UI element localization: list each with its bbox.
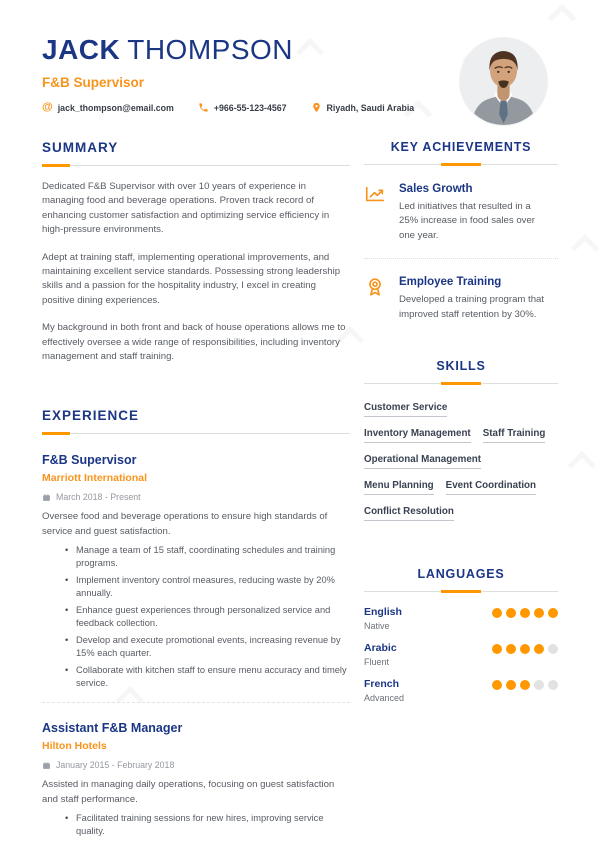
achievement-description: Developed a training program that improved staff retention by 30%.: [399, 294, 545, 320]
phone-icon: [198, 102, 209, 113]
rating-dot: [534, 680, 545, 691]
achievements-section: [364, 140, 558, 322]
language-info: [364, 678, 404, 703]
skills-list: [364, 402, 558, 521]
job-title: F&B Supervisor: [42, 453, 137, 468]
rating-dot: [492, 680, 503, 691]
languages-section: [364, 567, 558, 703]
skill-item: Customer Service: [364, 402, 447, 417]
email-item: [42, 102, 174, 113]
medal-icon: [364, 276, 386, 298]
skill-item: Conflict Resolution: [364, 506, 454, 521]
rating-dot: [548, 680, 559, 691]
achievements-heading: KEY ACHIEVEMENTS: [390, 140, 532, 154]
language-info: [364, 642, 397, 667]
location-item: [311, 102, 415, 113]
skill-item: Menu Planning: [364, 480, 434, 495]
skill-item: Inventory Management: [364, 428, 471, 443]
bullet-item: • Enhance guest experiences through personalized service and feedback collection.: [64, 604, 350, 630]
achievement-title: Sales Growth: [399, 183, 473, 195]
rating-dot: [520, 608, 531, 619]
rating-dot: [506, 680, 517, 691]
avatar-image: [460, 38, 547, 125]
language-level: Advanced: [364, 692, 405, 703]
first-name: JACK: [42, 34, 121, 65]
job-entry: [42, 721, 350, 838]
section-rule: [364, 590, 558, 593]
language-name: English: [364, 605, 402, 618]
job-description: Assisted in managing daily operations, focusing on guest satisfaction and staff performance.: [42, 779, 335, 805]
location-pin-icon: [311, 102, 322, 113]
language-row: [364, 678, 558, 703]
bullet-item: • Develop and execute promotional events, increasing revenue by 15% each quarter.: [64, 634, 350, 660]
profile-photo: [460, 38, 547, 125]
rating-dot: [520, 644, 531, 655]
achievement-title: Employee Training: [399, 276, 502, 289]
rating-dot: [548, 644, 559, 655]
resume-header: [42, 34, 414, 113]
bullet-item: • Facilitated training sessions for new hires, improving service quality.: [64, 812, 350, 838]
language-rating-dots: [492, 608, 559, 631]
rating-dot: [492, 644, 503, 655]
calendar-icon: [42, 761, 51, 770]
calendar-icon: [42, 493, 51, 502]
summary-paragraph: Adept at training staff, implementing operational improvements, and maintaining excellent service standards. Possessing strong leadership skills and a passion for the hospitality industry, I excel in creating positive dining experiences.: [42, 251, 341, 306]
person-name: [42, 34, 414, 66]
section-rule: [364, 382, 558, 385]
skills-heading: SKILLS: [436, 358, 486, 373]
section-rule: [364, 163, 558, 166]
achievement-item: [364, 183, 558, 243]
language-name: Arabic: [364, 641, 397, 654]
skill-item: Event Coordination: [446, 480, 536, 495]
company-name: Hilton Hotels: [42, 740, 107, 753]
at-icon: @: [42, 101, 53, 113]
job-dates: [42, 492, 350, 502]
job-divider: [42, 702, 350, 703]
skills-section: [364, 359, 558, 521]
experience-heading: EXPERIENCE: [42, 408, 140, 424]
achievement-divider: [364, 258, 558, 259]
language-info: [364, 606, 402, 631]
skill-item: Operational Management: [364, 454, 481, 469]
bullet-item: • Implement inventory control measures, reducing waste by 20% annually.: [64, 574, 350, 600]
job-title: Assistant F&B Manager: [42, 721, 183, 736]
experience-section: [42, 408, 350, 838]
profession-title: F&B Supervisor: [42, 75, 145, 90]
language-row: [364, 606, 558, 631]
location-text: Riyadh, Saudi Arabia: [326, 102, 415, 113]
summary-paragraph: Dedicated F&B Supervisor with over 10 years of experience in managing food and beverage operations. Proven track record of enhancing customer satisfaction and optimizing service efficiency in high-pressure environments.: [42, 181, 330, 236]
phone-item: [198, 102, 287, 113]
job-dates: [42, 760, 350, 770]
language-name: French: [364, 677, 400, 690]
watermark-chevron: [568, 451, 596, 479]
summary-paragraph: My background in both front and back of house operations allows me to effectively oversee a wide range of responsibilities, including inventory management and staff training.: [42, 322, 346, 362]
section-rule: [42, 164, 350, 167]
contact-row: [42, 102, 414, 113]
rating-dot: [506, 644, 517, 655]
rating-dot: [548, 608, 559, 619]
job-bullets: [42, 544, 350, 690]
watermark-chevron: [548, 4, 576, 32]
trend-chart-icon: [364, 183, 386, 205]
job-dates-text: March 2018 - Present: [56, 492, 141, 503]
rating-dot: [520, 680, 531, 691]
right-column: [364, 140, 558, 703]
watermark-chevron: [571, 234, 599, 262]
job-entry: [42, 453, 350, 690]
achievement-item: [364, 276, 558, 322]
summary-heading: SUMMARY: [42, 140, 119, 155]
bullet-item: • Collaborate with kitchen staff to ensure menu accuracy and timely service.: [64, 664, 350, 690]
rating-dot: [492, 608, 503, 619]
achievement-body: [399, 276, 552, 322]
rating-dot: [534, 644, 545, 655]
email-text: jack_thompson@email.com: [57, 102, 174, 113]
job-description: Oversee food and beverage operations to ensure high standards of service and guest satisfaction.: [42, 511, 328, 537]
section-rule: [42, 432, 350, 435]
achievement-body: [399, 183, 552, 243]
summary-section: [42, 140, 350, 364]
bullet-item: • Manage a team of 15 staff, coordinating schedules and training programs.: [64, 544, 350, 570]
last-name: THOMPSON: [127, 34, 294, 65]
company-name: Marriott International: [42, 472, 148, 485]
language-rating-dots: [492, 644, 559, 667]
phone-text: +966-55-123-4567: [213, 102, 287, 113]
rating-dot: [506, 608, 517, 619]
job-dates-text: January 2015 - February 2018: [56, 760, 175, 771]
language-level: Fluent: [364, 656, 390, 667]
language-row: [364, 642, 558, 667]
job-bullets: [42, 812, 350, 838]
summary-paragraphs: [42, 180, 350, 364]
language-level: Native: [364, 620, 390, 631]
language-rating-dots: [492, 680, 559, 703]
rating-dot: [534, 608, 545, 619]
skill-item: Staff Training: [483, 428, 546, 443]
languages-heading: LANGUAGES: [417, 566, 505, 581]
achievement-description: Led initiatives that resulted in a 25% increase in food sales over one year.: [399, 201, 535, 241]
left-column: [42, 140, 350, 842]
